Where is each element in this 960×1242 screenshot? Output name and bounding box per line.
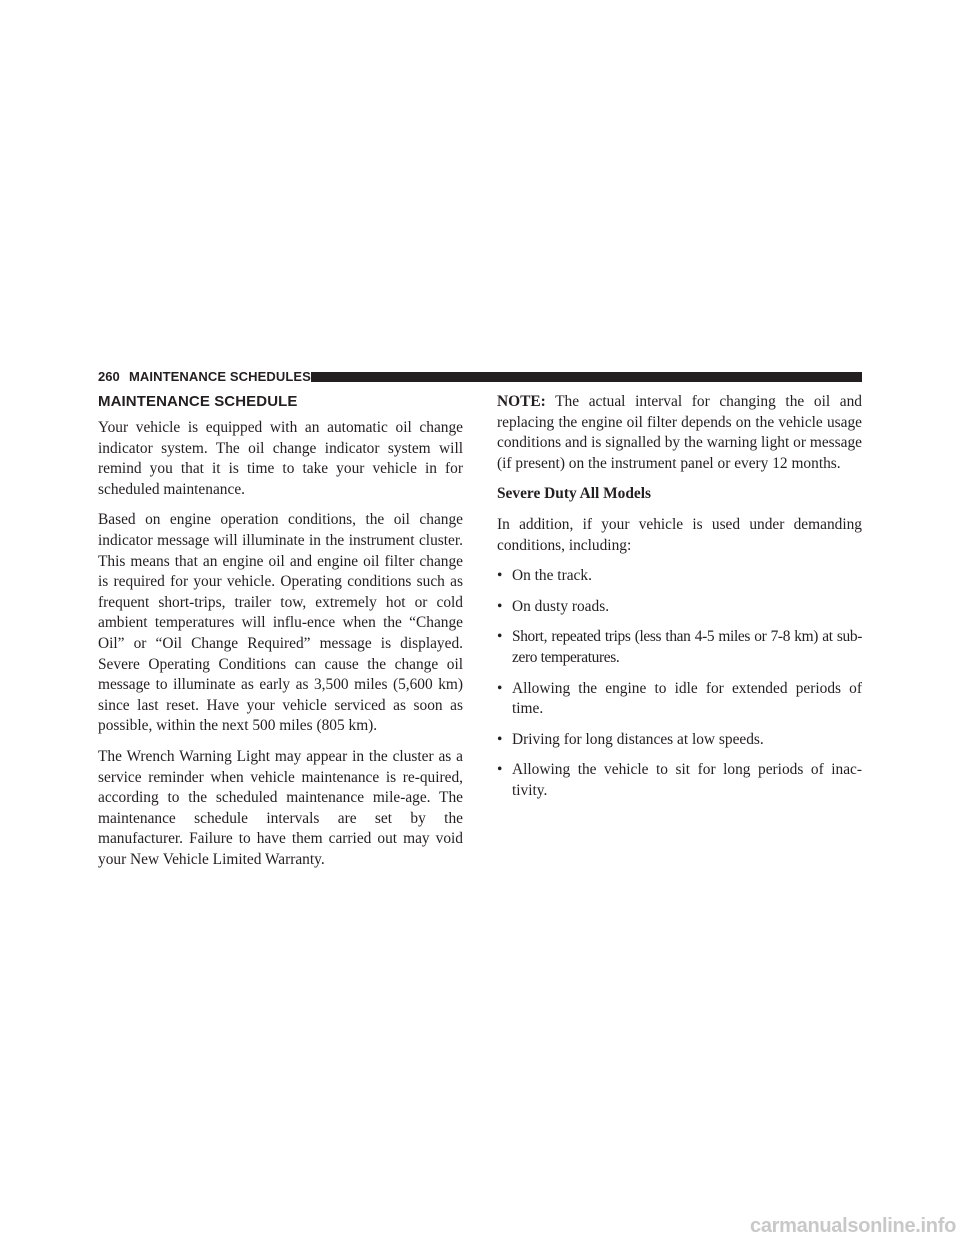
note-paragraph: [497, 392, 862, 474]
list-item-text: Allowing the vehicle to sit for long periods of inac-tivity.: [512, 761, 862, 799]
list-item-text: Short, repeated trips (less than 4-5 miles or 7-8 km) at sub-zero temperatures.: [512, 628, 862, 666]
bullet-icon: •: [497, 761, 503, 779]
bullet-icon: •: [497, 567, 503, 585]
list-item: [497, 730, 862, 751]
page-header: [98, 369, 862, 385]
list-item: [497, 566, 862, 587]
note-label: NOTE:: [497, 393, 546, 410]
bullet-icon: •: [497, 730, 503, 748]
page-number: 260: [98, 369, 120, 384]
paragraph-engine-operation-conditions: Based on engine operation conditions, the oil change indicator message will illuminate in the instrument cluster. This means that an engine oil and engine oil filter change is required for your vehicle. Operating conditions such as frequent short-trips, trailer tow, extremely hot or cold ambient temperatures will influ-ence when the “Change Oil” or “Oil Change Required” message is displayed. Severe Operating Conditions can cause the change oil message to illuminate as early as 3,500 miles (5,600 km) since last reset. Have your vehicle serviced as soon as possible, within the next 500 miles (805 km).: [98, 511, 463, 735]
severe-conditions-list: [497, 566, 862, 801]
header-rule: [311, 372, 862, 382]
list-item: [497, 760, 862, 801]
bullet-icon: •: [497, 628, 503, 646]
severe-duty-heading: Severe Duty All Models: [497, 485, 652, 503]
running-section-title: MAINTENANCE SCHEDULES: [129, 369, 311, 384]
list-item: [497, 679, 862, 720]
right-column: [497, 392, 862, 812]
bullet-icon: •: [497, 679, 503, 697]
list-item-text: Allowing the engine to idle for extended periods of time.: [512, 679, 862, 718]
left-column: [98, 392, 463, 880]
list-item-text: Driving for long distances at low speeds.: [512, 730, 764, 748]
bullet-icon: •: [497, 597, 503, 615]
list-item: [497, 597, 862, 618]
note-text: The actual interval for changing the oil and replacing the engine oil filter depends on the vehicle usage conditions and is signalled by the warning light or message (if present) on the instrument panel or every 12 months.: [497, 393, 862, 472]
paragraph-oil-change-indicator: Your vehicle is equipped with an automatic oil change indicator system. The oil change indicator system will remind you that it is time to take your vehicle in for scheduled maintenance.: [98, 419, 463, 498]
paragraph-wrench-warning-light: The Wrench Warning Light may appear in the cluster as a service reminder when vehicle maintenance is re-quired, according to the scheduled maintenance mile-age. The maintenance schedule intervals are set by the manufacturer. Failure to have them carried out may void your New Vehicle Limited Warranty.: [98, 747, 463, 868]
watermark: carmanualsonline.info: [750, 1215, 956, 1237]
list-item: [497, 627, 862, 668]
section-title: MAINTENANCE SCHEDULE: [98, 393, 298, 410]
list-item-text: On the track.: [512, 567, 592, 585]
list-item-text: On dusty roads.: [512, 597, 610, 615]
severe-duty-intro: In addition, if your vehicle is used under demanding conditions, including:: [497, 515, 862, 554]
